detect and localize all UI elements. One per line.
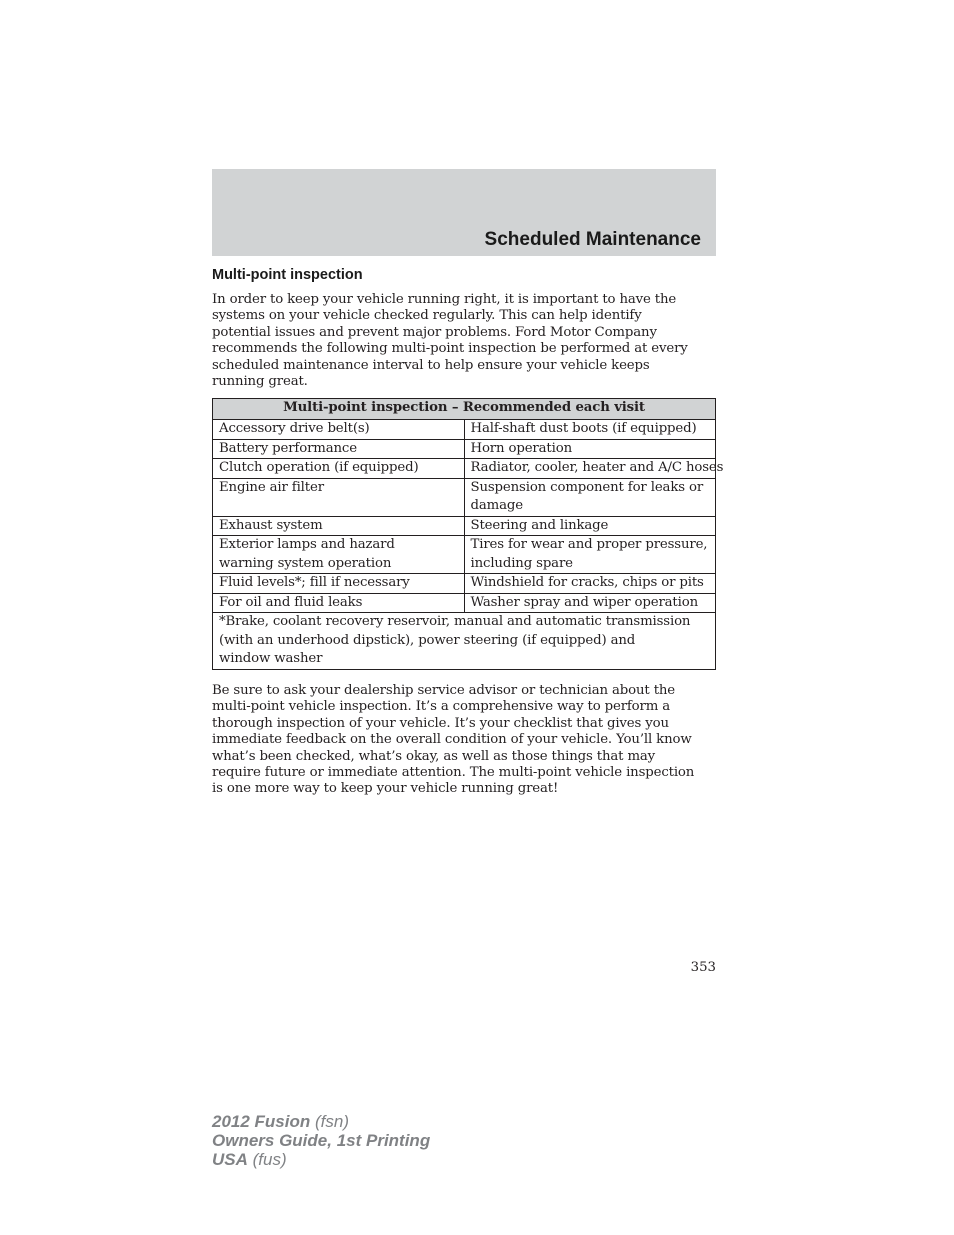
intro-paragraph [212,292,722,390]
closing-paragraph [212,683,722,798]
closing-line: thorough inspection of your vehicle. It’s your checklist that gives you [212,715,669,731]
table-row [213,478,716,516]
section-heading: Multi-point inspection [212,267,363,283]
inspection-table [212,398,724,670]
table-footnote-row [213,613,716,670]
table-cell-left: Exhaust system [213,516,465,536]
intro-line: systems on your vehicle checked regularly. This can help identify [212,308,642,324]
table-cell-right: Steering and linkage [464,516,716,536]
intro-line: recommends the following multi-point inspection be performed at every [212,341,688,357]
table-cell-left: Engine air filter [213,478,465,516]
closing-line: immediate feedback on the overall condition of your vehicle. You’ll know [212,732,692,748]
table-header: Multi-point inspection – Recommended each visit [213,399,716,420]
table-row [213,439,716,459]
table-cell-right: Suspension component for leaks or damage [464,478,716,516]
footer-line-guide: Owners Guide, 1st Printing [212,1131,431,1150]
intro-line: In order to keep your vehicle running right, it is important to have the [212,292,677,307]
table-header-row [213,399,716,420]
table-cell-left: Battery performance [213,439,465,459]
table-cell-left: Exterior lamps and hazard warning system operation [213,536,465,574]
intro-line: running great. [212,374,308,390]
closing-line: Be sure to ask your dealership service advisor or technician about the [212,683,676,698]
table-cell-left: For oil and fluid leaks [213,593,465,613]
table-cell-left: Accessory drive belt(s) [213,420,465,440]
table-cell-left: Fluid levels*; fill if necessary [213,574,465,594]
closing-line: what’s been checked, what’s okay, as well as those things that may [212,748,656,764]
closing-line: multi-point vehicle inspection. It’s a comprehensive way to perform a [212,699,671,715]
table-footnote: *Brake, coolant recovery reservoir, manual and automatic transmission (with an underhood dipstick), power steering (if equipped) and window washer [213,613,716,670]
page-section-title: Scheduled Maintenance [484,229,701,250]
footer-line-market: USA (fus) [212,1150,287,1169]
table-row [213,516,716,536]
intro-line: scheduled maintenance interval to help ensure your vehicle keeps [212,357,650,373]
table-row [213,420,716,440]
table-row [213,536,716,574]
footer-line-model: 2012 Fusion (fsn) [212,1112,349,1131]
table-cell-right: Half-shaft dust boots (if equipped) [464,420,716,440]
closing-line: is one more way to keep your vehicle running great! [212,781,559,797]
page-number: 353 [690,960,716,975]
table-row [213,574,716,594]
table-cell-right: Windshield for cracks, chips or pits [464,574,716,594]
table-cell-left: Clutch operation (if equipped) [213,459,465,479]
table-cell-right: Tires for wear and proper pressure, including spare [464,536,716,574]
section-header-band [212,169,716,256]
table-row [213,593,716,613]
table-row [213,459,716,479]
table-cell-right: Washer spray and wiper operation [464,593,716,613]
table-cell-right: Radiator, cooler, heater and A/C hoses [464,459,716,479]
intro-line: potential issues and prevent major problems. Ford Motor Company [212,324,657,340]
document-footer [212,1112,430,1169]
closing-line: require future or immediate attention. The multi-point vehicle inspection [212,765,695,781]
table-cell-right: Horn operation [464,439,716,459]
